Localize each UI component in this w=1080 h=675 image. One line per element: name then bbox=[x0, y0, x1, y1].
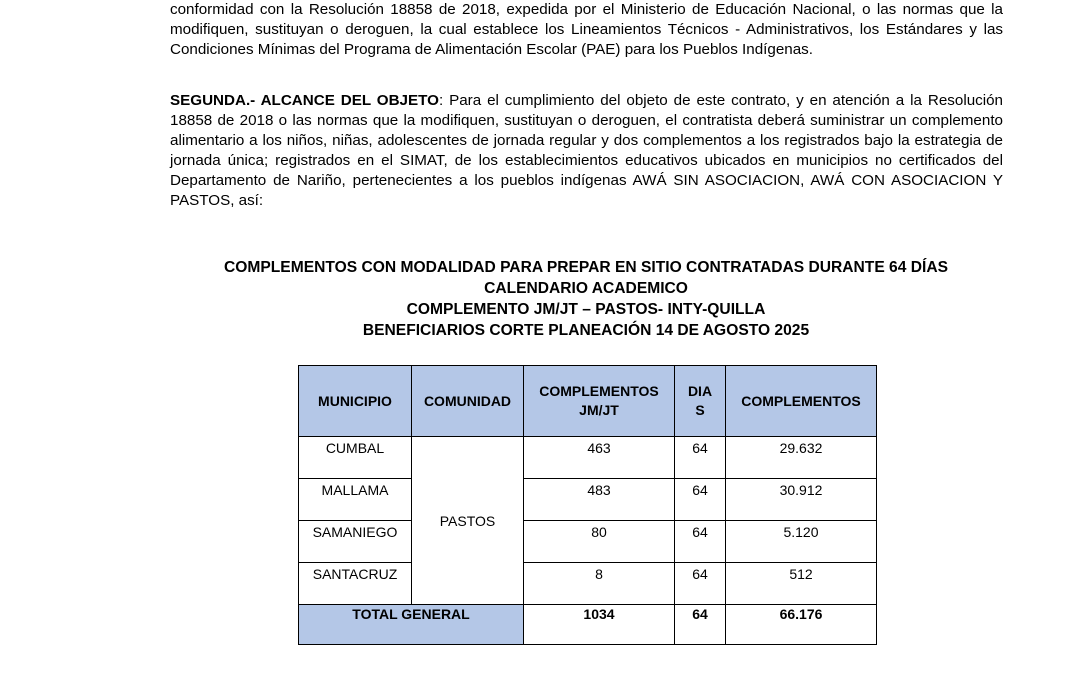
cell-complementos: 30.912 bbox=[726, 479, 877, 521]
cell-dias: 64 bbox=[675, 521, 726, 563]
cell-municipio: SANTACRUZ bbox=[299, 563, 412, 605]
cell-dias: 64 bbox=[675, 563, 726, 605]
cell-complementos-jm: 483 bbox=[524, 479, 675, 521]
cell-municipio: CUMBAL bbox=[299, 437, 412, 479]
table-heading bbox=[130, 257, 1042, 341]
cell-municipio: SAMANIEGO bbox=[299, 521, 412, 563]
contract-paragraph-1 bbox=[170, 0, 1003, 60]
contract-paragraph-2 bbox=[170, 91, 1003, 211]
table-row bbox=[299, 437, 877, 479]
beneficiaries-table bbox=[298, 365, 877, 645]
paragraph-2-text: : Para el cumplimiento del objeto de este contrato, y en atención a la Resolución 18858 de 2018 o las normas que la modifiquen, sustituyan o deroguen, el contratista deberá suministrar un complemento alimentario a los niños, niñas, adolescentes de jornada regular y dos complementos a los registrados bajo la estrategia de jornada única; registrados en el SIMAT, de los establecimientos educativos ubicados en municipios no certificados del Departamento de Nariño, pertenecientes a los pueblos indígenas AWÁ SIN ASOCIACION, AWÁ CON ASOCIACION Y PASTOS, así: bbox=[170, 92, 1003, 209]
table-row bbox=[299, 479, 877, 521]
total-row bbox=[299, 605, 877, 645]
header-municipio: MUNICIPIO bbox=[299, 366, 412, 437]
cell-dias: 64 bbox=[675, 479, 726, 521]
heading-line-3: COMPLEMENTO JM/JT – PASTOS- INTY-QUILLA bbox=[406, 301, 766, 318]
table-row bbox=[299, 563, 877, 605]
total-complementos: 66.176 bbox=[726, 605, 877, 645]
table-header-row bbox=[299, 366, 877, 437]
cell-complementos-jm: 463 bbox=[524, 437, 675, 479]
header-comunidad: COMUNIDAD bbox=[412, 366, 524, 437]
table-row bbox=[299, 521, 877, 563]
cell-dias: 64 bbox=[675, 437, 726, 479]
cell-complementos: 29.632 bbox=[726, 437, 877, 479]
total-complementos-jm: 1034 bbox=[524, 605, 675, 645]
heading-line-4: BENEFICIARIOS CORTE PLANEACIÓN 14 DE AGOSTO 2025 bbox=[362, 322, 810, 339]
header-complementos-jm-jt: COMPLEMENTOS JM/JT bbox=[524, 366, 675, 437]
cell-complementos-jm: 80 bbox=[524, 521, 675, 563]
cell-complementos: 5.120 bbox=[726, 521, 877, 563]
heading-line-1: COMPLEMENTOS CON MODALIDAD PARA PREPAR EN SITIO CONTRATADAS DURANTE 64 DÍAS bbox=[224, 259, 948, 276]
header-dias: DIA S bbox=[675, 366, 726, 437]
heading-line-2: CALENDARIO ACADEMICO bbox=[484, 280, 688, 297]
cell-complementos-jm: 8 bbox=[524, 563, 675, 605]
clause-title: SEGUNDA.- ALCANCE DEL OBJETO bbox=[170, 92, 439, 109]
cell-complementos: 512 bbox=[726, 563, 877, 605]
header-complementos: COMPLEMENTOS bbox=[726, 366, 877, 437]
total-dias: 64 bbox=[675, 605, 726, 645]
cell-comunidad: PASTOS bbox=[412, 437, 524, 605]
paragraph-1-text: conformidad con la Resolución 18858 de 2018, expedida por el Ministerio de Educación Nacional, o las normas que la modifiquen, sustituyan o deroguen, la cual establece los Lineamientos Técnicos - Administrativos, los Estándares y las Condiciones Mínimas del Programa de Alimentación Escolar (PAE) para los Pueblos Indígenas. bbox=[170, 1, 1003, 58]
cell-municipio: MALLAMA bbox=[299, 479, 412, 521]
total-label: TOTAL GENERAL bbox=[299, 605, 524, 645]
